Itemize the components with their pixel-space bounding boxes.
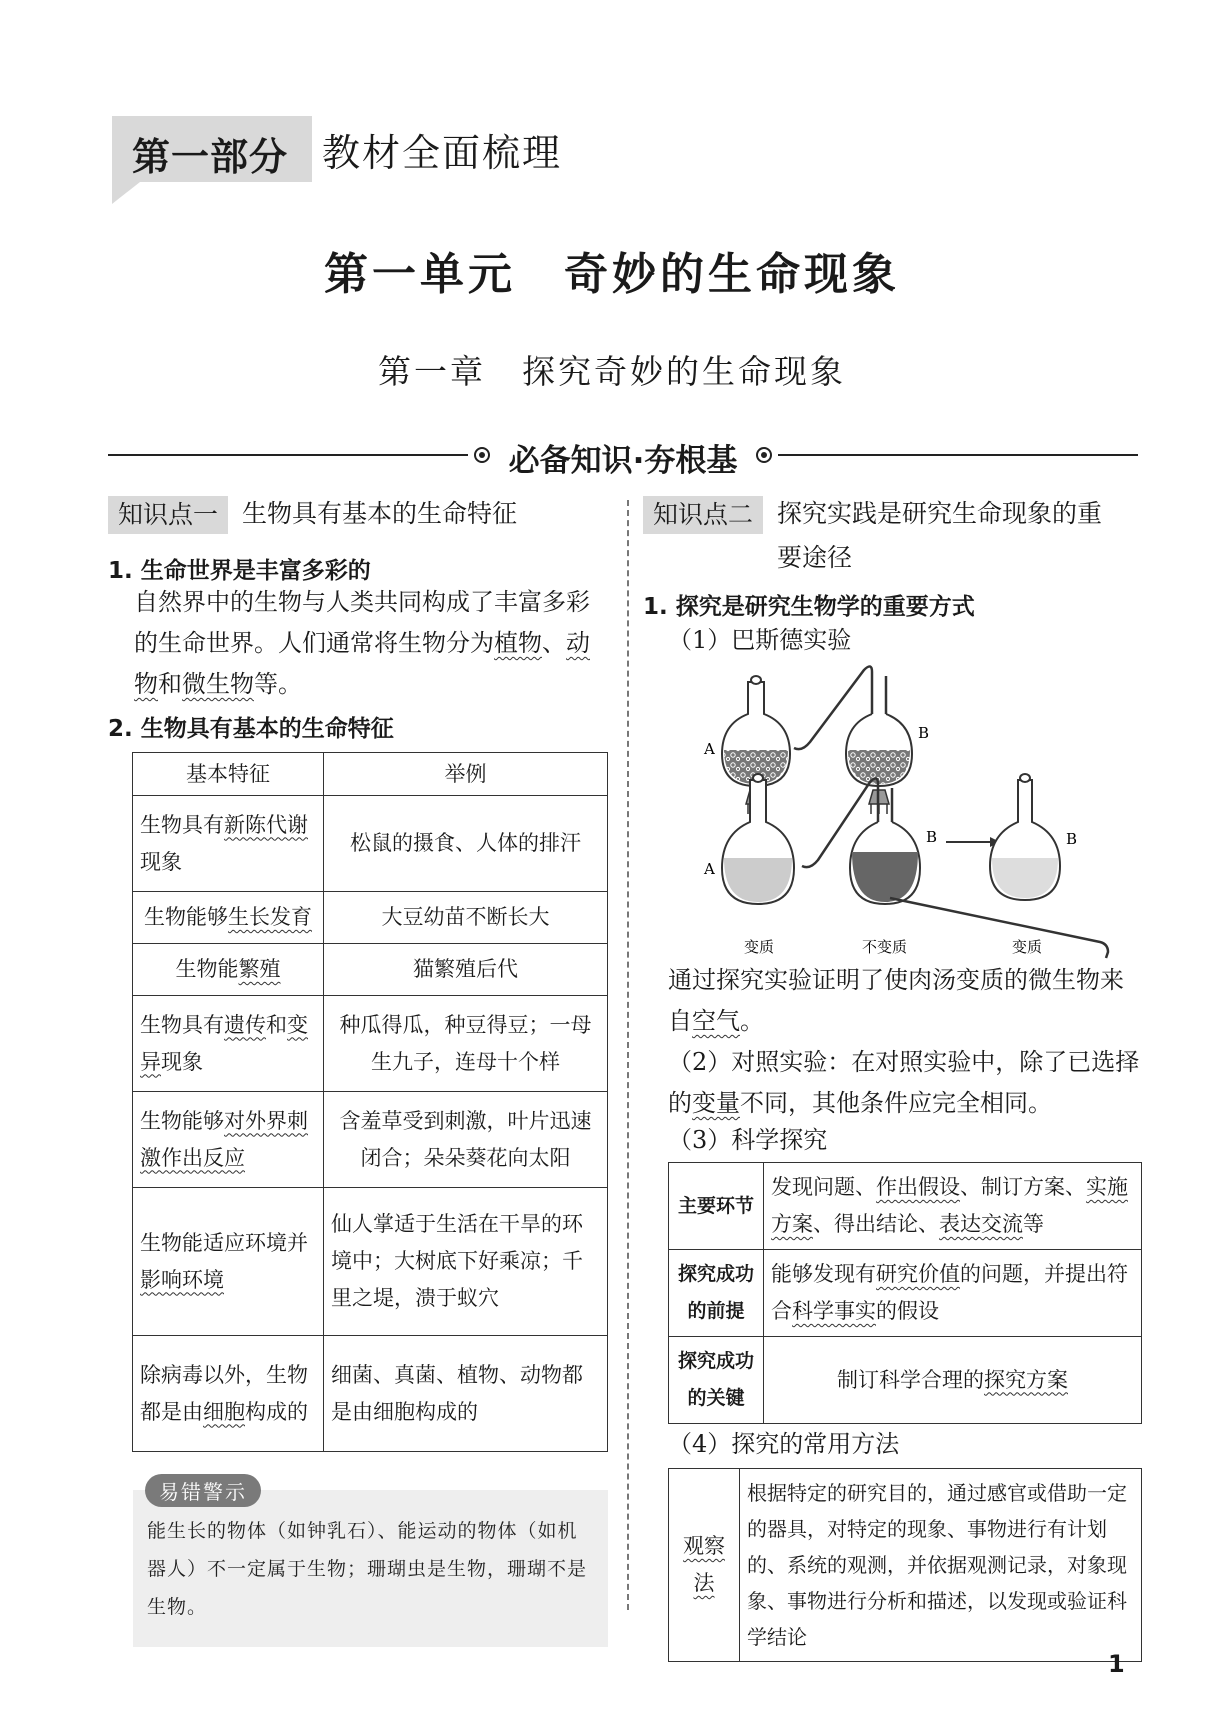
caption-not-spoiled: 不变质 (862, 938, 908, 956)
chapter-title: 第一章 探究奇妙的生命现象 (378, 352, 846, 391)
label-b-broken: B (1066, 830, 1078, 848)
kp1-item2-head: 2. 生物具有基本的生命特征 (108, 716, 394, 742)
inquiry-row-header: 探究成功的关键 (669, 1337, 764, 1424)
feature-cell: 生物能适应环境并影响环境 (133, 1188, 324, 1336)
kp2-tag: 知识点二 (643, 496, 763, 534)
example-cell: 松鼠的摄食、人体的排汗 (324, 796, 608, 892)
table-row (133, 1092, 608, 1188)
kp1-tag: 知识点一 (108, 496, 228, 534)
table-row (133, 892, 608, 944)
sub-heading-inquiry: （3）科学探究 (668, 1126, 828, 1154)
example-cell: 含羞草受到刺激，叶片迅速闭合；朵朵葵花向太阳 (324, 1092, 608, 1188)
inquiry-row-text: 制订科学合理的探究方案 (764, 1337, 1142, 1424)
sub-heading-pasteur: （1）巴斯德实验 (668, 626, 852, 654)
table-row (669, 1250, 1142, 1337)
page-number: 1 (1108, 1650, 1125, 1678)
unit-title: 第一单元 奇妙的生命现象 (324, 249, 900, 300)
warning-text: 能生长的物体（如钟乳石）、能运动的物体（如机器人）不一定属于生物；珊瑚虫是生物，珊瑚不是生物。 (147, 1520, 588, 1618)
flask-b-broken (890, 774, 1108, 958)
banner-fold (112, 182, 140, 204)
label-b-top: B (918, 724, 930, 742)
label-b-bottom: B (926, 828, 938, 846)
sub-heading-methods: （4）探究的常用方法 (668, 1430, 900, 1458)
warning-box (133, 1480, 608, 1647)
kp2-item1-head: 1. 探究是研究生物学的重要方式 (643, 594, 975, 620)
label-a-bottom: A (704, 860, 715, 878)
method-name: 观察法 (669, 1469, 740, 1662)
feature-cell: 生物能够对外界刺激作出反应 (133, 1092, 324, 1188)
inquiry-row-text: 发现问题、作出假设、制订方案、实施方案、得出结论、表达交流等 (764, 1163, 1142, 1250)
features-col-header: 基本特征 (133, 753, 324, 796)
label-a-top: A (704, 740, 715, 758)
section-title: 必备知识·夯根基 (508, 443, 738, 479)
inquiry-table (668, 1162, 1142, 1424)
section-rule-right (778, 454, 1138, 456)
table-row (669, 1163, 1142, 1250)
kp2-title-line2: 要途径 (777, 543, 853, 572)
example-cell: 大豆幼苗不断长大 (324, 892, 608, 944)
kp1-item1-head: 1. 生命世界是丰富多彩的 (108, 558, 371, 584)
inquiry-row-header: 主要环节 (669, 1163, 764, 1250)
feature-cell: 生物能够生长发育 (133, 892, 324, 944)
inquiry-row-text: 能够发现有研究价值的问题，并提出符合科学事实的假设 (764, 1250, 1142, 1337)
warning-tag: 易错警示 (145, 1474, 261, 1507)
table-row (133, 996, 608, 1092)
table-row (133, 1336, 608, 1452)
pasteur-experiment-figure (700, 662, 1120, 962)
table-row (133, 944, 608, 996)
flask-a-result (722, 774, 794, 904)
column-divider (627, 500, 629, 1610)
part-banner (112, 116, 312, 182)
table-row (669, 1337, 1142, 1424)
feature-cell: 生物具有遗传和变异现象 (133, 996, 324, 1092)
example-cell: 种瓜得瓜，种豆得豆；一母生九子，连母十个样 (324, 996, 608, 1092)
table-row (133, 796, 608, 892)
flask-b-heated (794, 666, 912, 814)
example-cell: 猫繁殖后代 (324, 944, 608, 996)
kp2-title-line1: 探究实践是研究生命现象的重 (777, 499, 1103, 528)
table-row (669, 1469, 1142, 1662)
example-cell: 仙人掌适于生活在干旱的环境中；大树底下好乘凉；千里之堤，溃于蚁穴 (324, 1188, 608, 1336)
flask-b-result (802, 778, 920, 904)
circle-bullet-icon (754, 445, 774, 465)
feature-cell: 生物具有新陈代谢现象 (133, 796, 324, 892)
example-cell: 细菌、真菌、植物、动物都是由细胞构成的 (324, 1336, 608, 1452)
feature-cell: 生物能繁殖 (133, 944, 324, 996)
table-row (133, 1188, 608, 1336)
examples-col-header: 举例 (324, 753, 608, 796)
pasteur-conclusion: 通过探究实验证明了使肉汤变质的微生物来自空气。 (668, 966, 1124, 1035)
method-description: 根据特定的研究目的，通过感官或借助一定的器具，对特定的现象、事物进行有计划的、系统的观测，并依据观测记录，对象现象、事物进行分析和描述，以发现或验证科学结论 (740, 1469, 1142, 1662)
caption-spoiled-1: 变质 (744, 938, 775, 956)
methods-table (668, 1468, 1142, 1662)
inquiry-row-header: 探究成功的前提 (669, 1250, 764, 1337)
kp1-item1-text: 自然界中的生物与人类共同构成了丰富多彩的生命世界。人们通常将生物分为植物、动物和微生物等。 (134, 588, 590, 698)
controlled-experiment-text: （2）对照实验：在对照实验中，除了已选择的变量不同，其他条件应完全相同。 (668, 1048, 1140, 1117)
feature-cell: 除病毒以外，生物都是由细胞构成的 (133, 1336, 324, 1452)
features-table (132, 752, 608, 1452)
kp1-title: 生物具有基本的生命特征 (242, 499, 518, 528)
part-label: 第一部分 (132, 135, 289, 179)
section-bar (108, 435, 1138, 479)
caption-spoiled-2: 变质 (1012, 938, 1043, 956)
part-title: 教材全面梳理 (322, 131, 563, 175)
